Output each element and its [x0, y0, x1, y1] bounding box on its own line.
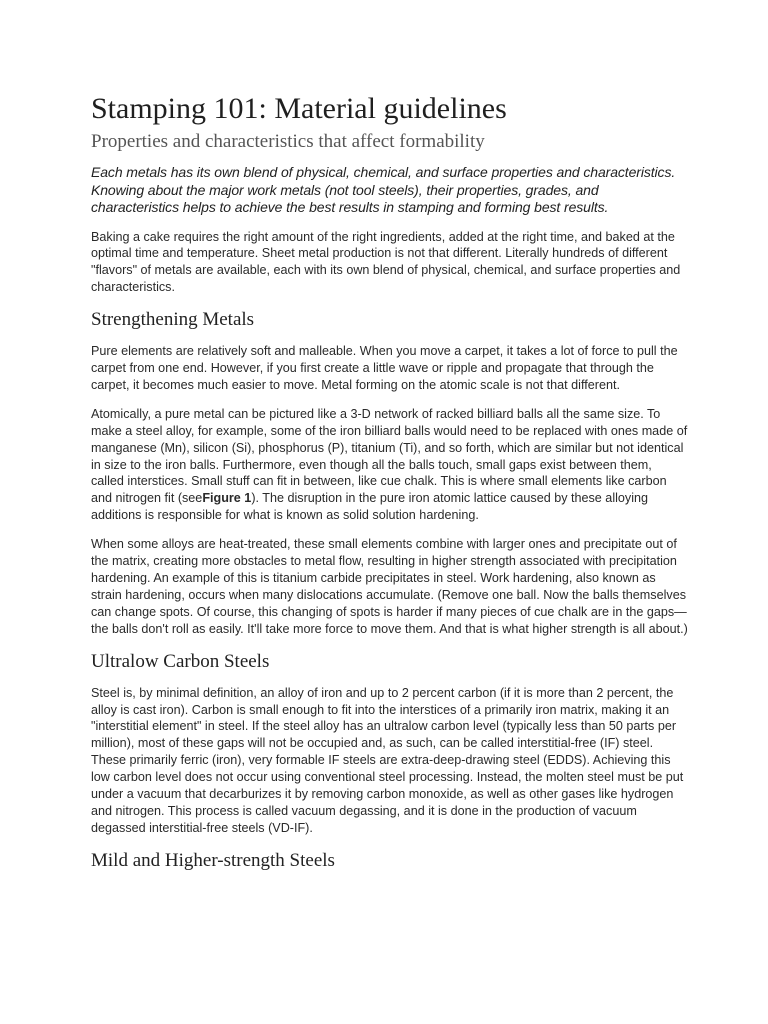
section-heading-ultralow-carbon: Ultralow Carbon Steels: [91, 650, 270, 672]
body-paragraph-ultralow-carbon: Steel is, by minimal definition, an alloy of iron and up to 2 percent carbon (if it is more than 2 percent, the alloy is cast iron). Carbon is small enough to fit into the interstices of a primarily iron matrix, making it an "interstitial element" in steel. If the steel alloy has an ultralow carbon level (typically less than 50 parts per million), most of these gaps will not be occupied and, as such, can be called interstitial-free (IF) steel. These primarily ferric (iron), very formable IF steels are extra-deep-drawing steel (EDDS). Achieving this low carbon level does not occur using conventional steel processing. Instead, the molten steel must be put under a vacuum that decarburizes it by removing carbon monoxide, as well as other gases like hydrogen and nitrogen. This process is called vacuum degassing, and it is done in the production of vacuum degassed interstitial-free steels (VD-IF).: [91, 685, 684, 835]
page-subtitle: Properties and characteristics that affect formability: [91, 131, 485, 152]
billiard-text-end: ). The disruption in the pure iron atomic lattice caused by these alloying additions is responsible for what is known as solid solution hardening.: [91, 491, 649, 523]
section-heading-strengthening: Strengthening Metals: [91, 309, 255, 331]
intro-paragraph: Each metals has its own blend of physical, chemical, and surface properties and characteristics. Knowing about the major work metals (not tool steels), their properties, grades, and characteristics helps to achieve the best results in stamping and forming best results.: [91, 164, 676, 215]
body-paragraph-cake: Baking a cake requires the right amount of the right ingredients, added at the right time, and baked at the optimal time and temperature. Sheet metal production is not that different. Literally hundreds of different "flavors" of metals are available, each with its own blend of physical, chemical, and surface properties and characteristics.: [91, 229, 681, 295]
section-heading-mild-steels: Mild and Higher-strength Steels: [91, 849, 335, 871]
billiard-text-start: Atomically, a pure metal can be pictured like a 3-D network of racked billiard balls all the same size. To make a steel alloy, for example, some of the iron billiard balls would need to be replaced with ones made of manganese (Mn), silicon (Si), phosphorus (P), titanium (Ti), and so forth, which are similar but not identical in size to the iron balls. Furthermore, even though all the balls touch, small gaps exist between them, called interstices. Small stuff can fit in between, like cue chalk. This is where small elements like carbon and nitrogen fit (see: [91, 406, 688, 506]
page-title: Stamping 101: Material guidelines: [91, 92, 507, 125]
body-paragraph-billiard: [91, 406, 688, 524]
figure-1-reference: Figure 1: [202, 491, 252, 506]
body-paragraph-carpet: Pure elements are relatively soft and malleable. When you move a carpet, it takes a lot of force to pull the carpet from one end. However, if you first create a little wave or ripple and propagate that through the carpet, it becomes much easier to move. Metal forming on the atomic scale is not that different.: [91, 344, 678, 392]
body-paragraph-precipitation: When some alloys are heat-treated, these small elements combine with larger ones and precipitate out of the matrix, creating more obstacles to metal flow, resulting in higher strength associated with precipitation hardening. An example of this is titanium carbide precipitates in steel. Work hardening, also known as strain hardening, occurs when many dislocations accumulate. (Remove one ball. Now the balls themselves can change spots. Of course, this changing of spots is harder if many pieces of cue chalk are in the gaps—the balls don't roll as easily. It'll take more force to move them. And that is what higher strength is all about.): [91, 537, 688, 636]
